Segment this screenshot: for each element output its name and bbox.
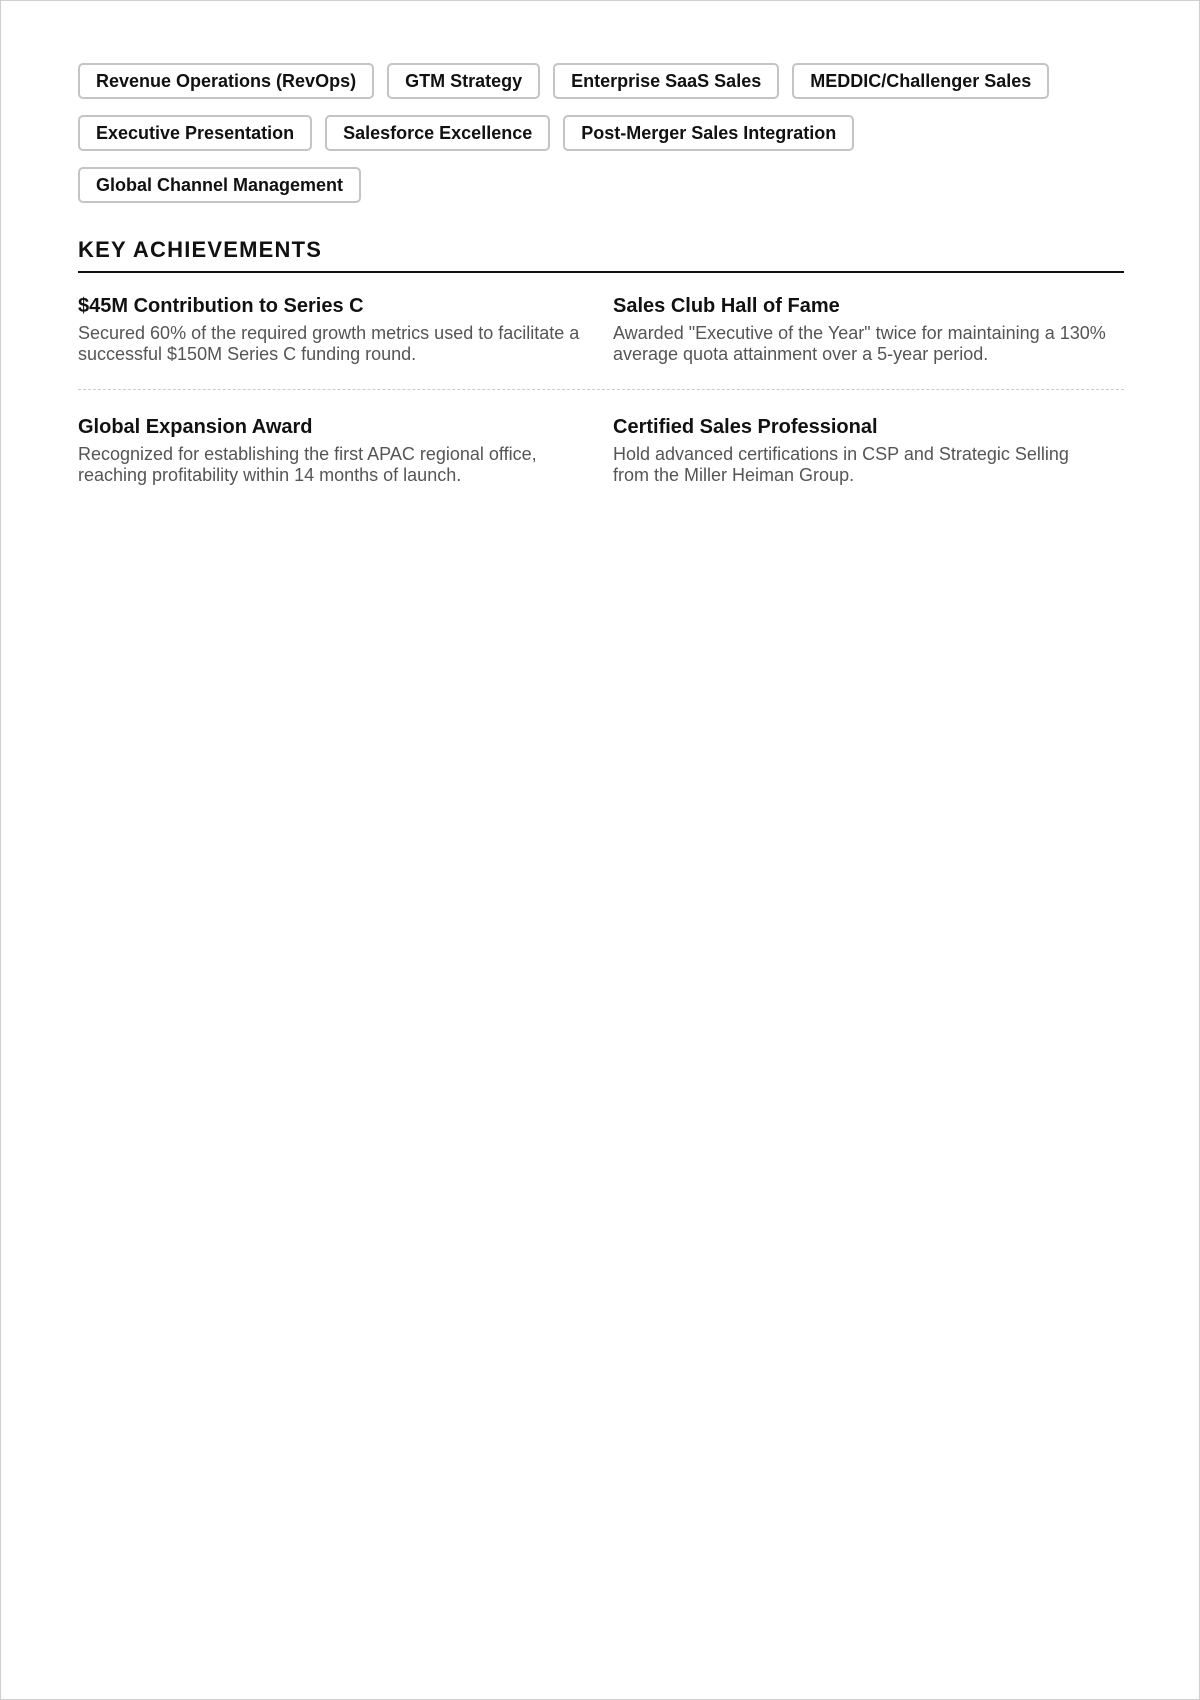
achievement-item (613, 295, 1124, 365)
achievement-divider (78, 389, 1124, 390)
skill-tag: MEDDIC/Challenger Sales (792, 63, 1049, 99)
section-title-key-achievements: KEY ACHIEVEMENTS (78, 237, 1124, 273)
achievement-item (78, 416, 613, 486)
skill-tag: Global Channel Management (78, 167, 361, 203)
skill-tag: GTM Strategy (387, 63, 540, 99)
page-content (78, 63, 1124, 486)
achievement-row (78, 416, 1124, 486)
skill-tag: Post-Merger Sales Integration (563, 115, 854, 151)
achievement-description: Hold advanced certifications in CSP and Strategic Selling from the Miller Heiman Group. (613, 444, 1069, 485)
skills-list (78, 63, 1124, 203)
achievement-description: Recognized for establishing the first APAC regional office, reaching profitability within 14 months of launch. (78, 444, 537, 485)
achievement-title: Global Expansion Award (78, 416, 313, 438)
achievement-description: Awarded "Executive of the Year" twice for maintaining a 130% average quota attainment over a 5-year period. (613, 323, 1106, 364)
achievement-item (78, 295, 613, 365)
skill-tag: Revenue Operations (RevOps) (78, 63, 374, 99)
achievement-title: Sales Club Hall of Fame (613, 295, 840, 317)
achievement-title: Certified Sales Professional (613, 416, 878, 438)
skill-tag: Enterprise SaaS Sales (553, 63, 779, 99)
achievements-grid (78, 295, 1124, 486)
achievement-row (78, 295, 1124, 365)
skill-tag: Salesforce Excellence (325, 115, 550, 151)
achievement-description: Secured 60% of the required growth metrics used to facilitate a successful $150M Series C funding round. (78, 323, 580, 364)
achievement-title: $45M Contribution to Series C (78, 295, 364, 317)
skill-tag: Executive Presentation (78, 115, 312, 151)
achievement-item (613, 416, 1124, 486)
